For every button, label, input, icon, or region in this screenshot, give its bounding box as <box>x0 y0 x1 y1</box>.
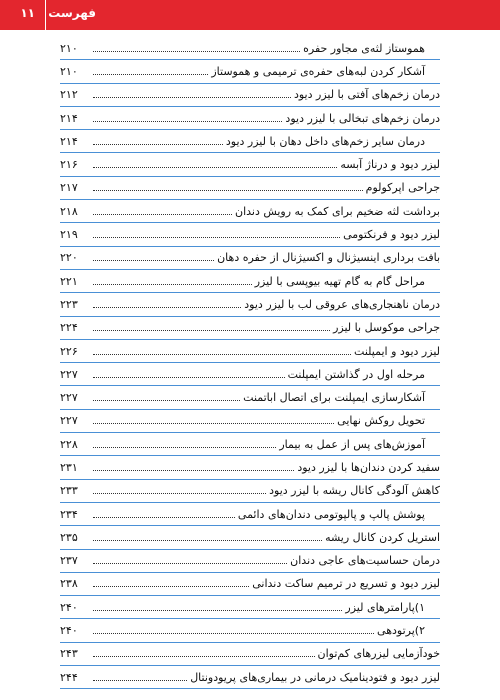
toc-entry-page: ۲۴۴ <box>60 670 78 684</box>
dot-leader <box>93 74 208 75</box>
toc-entry[interactable] <box>60 37 440 60</box>
header-divider <box>45 0 46 30</box>
toc-entry[interactable] <box>60 619 440 642</box>
toc-entry-page: ۲۲۷ <box>60 414 78 428</box>
toc-entry-title: لیزر دیود و تسریع در ترمیم ساکت دندانی <box>252 577 440 591</box>
dot-leader <box>93 656 315 657</box>
toc-entry[interactable] <box>60 247 440 270</box>
toc-entry[interactable] <box>60 363 440 386</box>
toc-entry-title: ۲)پرتودهی <box>377 624 425 638</box>
dot-leader <box>93 307 241 308</box>
toc-entry-page: ۲۱۸ <box>60 204 78 218</box>
dot-leader <box>93 586 249 587</box>
toc-entry[interactable] <box>60 550 440 573</box>
toc-entry[interactable] <box>60 317 440 340</box>
toc-entry[interactable] <box>60 153 440 176</box>
dot-leader <box>93 330 330 331</box>
toc-entry-page: ۲۲۶ <box>60 344 78 358</box>
dot-leader <box>93 214 232 215</box>
toc-entry-page: ۲۴۳ <box>60 647 78 661</box>
dot-leader <box>93 51 300 52</box>
toc-entry-page: ۲۱۷ <box>60 181 78 195</box>
header-title: فهرست <box>48 6 96 20</box>
toc-entry-page: ۲۴۰ <box>60 624 78 638</box>
dot-leader <box>93 190 363 191</box>
toc-entry-page: ۲۴۰ <box>60 600 78 614</box>
toc-entry[interactable] <box>60 503 440 526</box>
toc-entry-page: ۲۱۹ <box>60 228 78 242</box>
toc-entry-title: جراحی موکوسل با لیزر <box>333 321 440 335</box>
table-of-contents <box>60 37 440 689</box>
toc-entry[interactable] <box>60 410 440 433</box>
toc-entry-page: ۲۳۷ <box>60 554 78 568</box>
toc-entry-title: پوشش پالپ و پالپوتومی دندان‌های دائمی <box>237 507 425 521</box>
toc-entry-page: ۲۱۴ <box>60 134 78 148</box>
toc-entry[interactable] <box>60 386 440 409</box>
toc-entry[interactable] <box>60 643 440 666</box>
dot-leader <box>93 400 240 401</box>
page-number: ۱۱ <box>20 6 35 20</box>
toc-entry-title: لیزر دیود و ایمپلنت <box>354 344 440 358</box>
toc-entry[interactable] <box>60 107 440 130</box>
toc-entry[interactable] <box>60 666 440 689</box>
toc-entry[interactable] <box>60 293 440 316</box>
toc-entry-title: لیزر دیود و فتودینامیک درمانی در بیماری‌های پریودونتال <box>190 670 440 684</box>
toc-entry-title: کاهش آلودگی کانال ریشه با لیزر دیود <box>269 484 440 498</box>
toc-entry-page: ۲۱۰ <box>60 64 78 78</box>
toc-entry-page: ۲۲۳ <box>60 297 78 311</box>
dot-leader <box>93 517 235 518</box>
dot-leader <box>93 97 291 98</box>
toc-entry-title: آشکار کردن لبه‌های حفره‌ی ترمیمی و هموستاز <box>211 64 425 78</box>
dot-leader <box>93 447 276 448</box>
page-header <box>0 0 500 30</box>
toc-entry[interactable] <box>60 526 440 549</box>
toc-entry-title: برداشت لثه ضخیم برای کمک به رویش دندان <box>234 204 440 218</box>
toc-entry-title: درمان حساسیت‌های عاجی دندان <box>290 554 440 568</box>
dot-leader <box>93 121 282 122</box>
dot-leader <box>93 563 287 564</box>
toc-entry-title: درمان ناهنجاری‌های عروقی لب با لیزر دیود <box>244 297 440 311</box>
toc-entry-page: ۲۱۲ <box>60 88 78 102</box>
dot-leader <box>93 633 374 634</box>
toc-entry-title: لیزر دیود و فرنکتومی <box>343 228 440 242</box>
toc-entry-title: بافت برداری اینسیژنال و اکسیژنال از حفره دهان <box>217 251 440 265</box>
toc-entry[interactable] <box>60 480 440 503</box>
dot-leader <box>93 237 340 238</box>
toc-entry-title: ۱)پارامترهای لیزر <box>345 600 425 614</box>
dot-leader <box>93 680 187 681</box>
toc-entry-title: استریل کردن کانال ریشه <box>325 530 440 544</box>
toc-entry-page: ۲۲۰ <box>60 251 78 265</box>
toc-entry-page: ۲۳۵ <box>60 530 78 544</box>
toc-entry[interactable] <box>60 456 440 479</box>
toc-entry-page: ۲۱۴ <box>60 111 78 125</box>
toc-entry[interactable] <box>60 340 440 363</box>
toc-entry-page: ۲۳۱ <box>60 460 78 474</box>
dot-leader <box>93 284 252 285</box>
toc-entry-title: لیزر دیود و درناژ آبسه <box>340 158 440 172</box>
dot-leader <box>93 470 294 471</box>
toc-entry-title: هموستاز لثه‌ی مجاور حفره <box>303 41 425 55</box>
dot-leader <box>93 144 223 145</box>
toc-entry[interactable] <box>60 60 440 83</box>
toc-entry-title: درمان زخم‌های تبخالی با لیزر دیود <box>285 111 440 125</box>
toc-entry-page: ۲۲۷ <box>60 367 78 381</box>
dot-leader <box>93 423 334 424</box>
toc-entry[interactable] <box>60 223 440 246</box>
toc-entry[interactable] <box>60 573 440 596</box>
toc-entry-page: ۲۲۴ <box>60 321 78 335</box>
toc-entry-title: آشکارسازی ایمپلنت برای اتصال اباتمنت <box>243 391 425 405</box>
toc-entry[interactable] <box>60 177 440 200</box>
toc-entry-title: درمان زخم‌های آفتی با لیزر دیود <box>293 88 440 102</box>
dot-leader <box>93 540 322 541</box>
toc-entry-title: خودآزمایی لیزرهای کم‌توان <box>317 647 440 661</box>
dot-leader <box>93 493 266 494</box>
toc-entry-page: ۲۳۴ <box>60 507 78 521</box>
toc-entry-page: ۲۱۰ <box>60 41 78 55</box>
toc-entry-page: ۲۲۷ <box>60 391 78 405</box>
dot-leader <box>93 260 214 261</box>
toc-entry-page: ۲۳۸ <box>60 577 78 591</box>
dot-leader <box>93 610 342 611</box>
dot-leader <box>93 377 285 378</box>
dot-leader <box>93 167 337 168</box>
toc-entry[interactable] <box>60 596 440 619</box>
toc-entry-title: درمان سایر زخم‌های داخل دهان با لیزر دیود <box>225 134 425 148</box>
toc-entry-title: جراحی اپرکولوم <box>365 181 440 195</box>
toc-entry[interactable] <box>60 270 440 293</box>
toc-entry-page: ۲۳۳ <box>60 484 78 498</box>
toc-entry-title: تحویل روکش نهایی <box>337 414 425 428</box>
toc-entry[interactable] <box>60 84 440 107</box>
toc-entry[interactable] <box>60 433 440 456</box>
toc-entry-page: ۲۲۸ <box>60 437 78 451</box>
dot-leader <box>93 354 351 355</box>
toc-entry-title: سفید کردن دندان‌ها با لیزر دیود <box>297 460 440 474</box>
toc-entry-page: ۲۱۶ <box>60 158 78 172</box>
toc-entry[interactable] <box>60 130 440 153</box>
toc-entry-title: مراحل گام به گام تهیه بیوپسی با لیزر <box>254 274 425 288</box>
toc-entry-title: آموزش‌های پس از عمل به بیمار <box>279 437 425 451</box>
toc-entry-title: مرحله اول در گذاشتن ایمپلنت <box>287 367 425 381</box>
toc-entry[interactable] <box>60 200 440 223</box>
toc-entry-page: ۲۲۱ <box>60 274 78 288</box>
